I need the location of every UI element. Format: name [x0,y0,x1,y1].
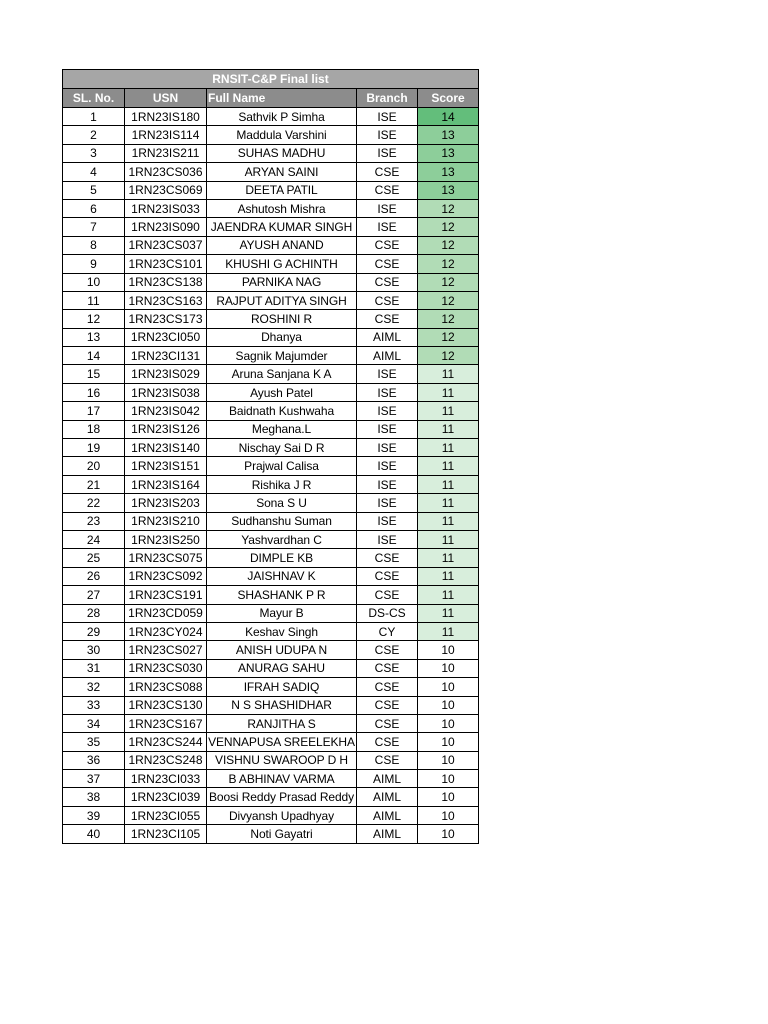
cell-usn: 1RN23IS029 [125,365,207,383]
table-row [63,347,479,365]
cell-usn: 1RN23IS203 [125,494,207,512]
cell-full-name: ANISH UDUPA N [207,641,357,659]
cell-full-name: KHUSHI G ACHINTH [207,255,357,273]
cell-usn: 1RN23CI055 [125,806,207,824]
cell-score: 11 [418,512,479,530]
cell-sl-no: 10 [63,273,125,291]
cell-branch: ISE [357,494,418,512]
col-header-branch: Branch [357,89,418,108]
cell-usn: 1RN23CS036 [125,163,207,181]
cell-score: 11 [418,494,479,512]
cell-branch: CSE [357,310,418,328]
cell-branch: CSE [357,751,418,769]
cell-score: 14 [418,108,479,126]
cell-branch: ISE [357,439,418,457]
cell-sl-no: 28 [63,604,125,622]
cell-sl-no: 5 [63,181,125,199]
cell-full-name: Boosi Reddy Prasad Reddy [207,788,357,806]
cell-full-name: N S SHASHIDHAR [207,696,357,714]
cell-usn: 1RN23CS088 [125,678,207,696]
col-header-full-name: Full Name [207,89,357,108]
cell-full-name: Rishika J R [207,475,357,493]
cell-score: 11 [418,457,479,475]
cell-branch: CSE [357,733,418,751]
cell-full-name: Nischay Sai D R [207,439,357,457]
table-row [63,806,479,824]
cell-branch: CY [357,622,418,640]
table-row [63,751,479,769]
cell-sl-no: 22 [63,494,125,512]
cell-usn: 1RN23CY024 [125,622,207,640]
cell-usn: 1RN23IS211 [125,144,207,162]
cell-usn: 1RN23IS033 [125,199,207,217]
cell-branch: ISE [357,475,418,493]
cell-full-name: Mayur B [207,604,357,622]
cell-usn: 1RN23IS114 [125,126,207,144]
table-row [63,788,479,806]
cell-usn: 1RN23CS030 [125,659,207,677]
cell-sl-no: 26 [63,567,125,585]
table-row [63,586,479,604]
cell-usn: 1RN23CI050 [125,328,207,346]
cell-branch: ISE [357,420,418,438]
cell-full-name: JAENDRA KUMAR SINGH [207,218,357,236]
cell-score: 10 [418,770,479,788]
cell-full-name: Sathvik P Simha [207,108,357,126]
cell-branch: ISE [357,365,418,383]
cell-full-name: ROSHINI R [207,310,357,328]
cell-score: 11 [418,420,479,438]
cell-branch: CSE [357,291,418,309]
table-row [63,218,479,236]
cell-sl-no: 7 [63,218,125,236]
col-header-score: Score [418,89,479,108]
cell-sl-no: 31 [63,659,125,677]
cell-usn: 1RN23CS163 [125,291,207,309]
cell-full-name: Sudhanshu Suman [207,512,357,530]
cell-full-name: DIMPLE KB [207,549,357,567]
cell-sl-no: 32 [63,678,125,696]
cell-branch: ISE [357,108,418,126]
cell-usn: 1RN23IS140 [125,439,207,457]
table-row [63,310,479,328]
cell-branch: CSE [357,255,418,273]
cell-sl-no: 23 [63,512,125,530]
table-row [63,236,479,254]
cell-usn: 1RN23CS173 [125,310,207,328]
cell-sl-no: 11 [63,291,125,309]
cell-score: 10 [418,678,479,696]
cell-full-name: JAISHNAV K [207,567,357,585]
cell-branch: AIML [357,347,418,365]
table-row [63,733,479,751]
cell-score: 10 [418,696,479,714]
table-row [63,383,479,401]
cell-branch: ISE [357,126,418,144]
table-row [63,714,479,732]
table-row [63,108,479,126]
cell-full-name: Baidnath Kushwaha [207,402,357,420]
cell-usn: 1RN23CS075 [125,549,207,567]
cell-sl-no: 25 [63,549,125,567]
cell-branch: ISE [357,383,418,401]
cell-full-name: Prajwal Calisa [207,457,357,475]
cell-full-name: VENNAPUSA SREELEKHA [207,733,357,751]
title-row [63,70,479,89]
cell-sl-no: 33 [63,696,125,714]
cell-full-name: Sagnik Majumder [207,347,357,365]
cell-score: 12 [418,310,479,328]
table-row [63,678,479,696]
cell-usn: 1RN23CS069 [125,181,207,199]
col-header-sl-no: SL. No. [63,89,125,108]
table-row [63,273,479,291]
cell-sl-no: 30 [63,641,125,659]
table-row [63,199,479,217]
table-row [63,512,479,530]
cell-score: 11 [418,622,479,640]
final-list-table [62,69,479,844]
cell-usn: 1RN23CS037 [125,236,207,254]
cell-branch: CSE [357,273,418,291]
table-row [63,659,479,677]
cell-full-name: Yashvardhan C [207,530,357,548]
cell-full-name: RANJITHA S [207,714,357,732]
cell-sl-no: 8 [63,236,125,254]
cell-score: 10 [418,751,479,769]
cell-score: 10 [418,825,479,843]
cell-score: 11 [418,365,479,383]
cell-sl-no: 2 [63,126,125,144]
header-row [63,89,479,108]
table-row [63,144,479,162]
cell-sl-no: 3 [63,144,125,162]
cell-full-name: Aruna Sanjana K A [207,365,357,383]
cell-score: 12 [418,291,479,309]
cell-branch: AIML [357,788,418,806]
cell-full-name: AYUSH ANAND [207,236,357,254]
cell-branch: CSE [357,696,418,714]
table-row [63,439,479,457]
cell-usn: 1RN23CS027 [125,641,207,659]
table-row [63,825,479,843]
cell-usn: 1RN23IS250 [125,530,207,548]
cell-score: 11 [418,567,479,585]
cell-score: 11 [418,402,479,420]
cell-usn: 1RN23CS167 [125,714,207,732]
table-row [63,420,479,438]
table-row [63,255,479,273]
cell-branch: CSE [357,586,418,604]
cell-sl-no: 18 [63,420,125,438]
cell-score: 10 [418,659,479,677]
cell-full-name: Divyansh Upadhyay [207,806,357,824]
cell-branch: ISE [357,144,418,162]
cell-branch: CSE [357,236,418,254]
cell-branch: ISE [357,512,418,530]
cell-full-name: PARNIKA NAG [207,273,357,291]
cell-full-name: B ABHINAV VARMA [207,770,357,788]
cell-branch: CSE [357,659,418,677]
cell-branch: AIML [357,328,418,346]
cell-full-name: RAJPUT ADITYA SINGH [207,291,357,309]
cell-score: 12 [418,347,479,365]
cell-usn: 1RN23IS180 [125,108,207,126]
cell-score: 10 [418,806,479,824]
cell-score: 13 [418,163,479,181]
table-row [63,622,479,640]
cell-sl-no: 21 [63,475,125,493]
table-row [63,567,479,585]
cell-sl-no: 19 [63,439,125,457]
cell-full-name: Ashutosh Mishra [207,199,357,217]
cell-usn: 1RN23CS101 [125,255,207,273]
cell-branch: CSE [357,641,418,659]
table-row [63,604,479,622]
cell-usn: 1RN23IS042 [125,402,207,420]
cell-score: 11 [418,604,479,622]
cell-branch: ISE [357,530,418,548]
cell-score: 12 [418,255,479,273]
cell-sl-no: 27 [63,586,125,604]
cell-score: 11 [418,586,479,604]
cell-branch: AIML [357,770,418,788]
cell-sl-no: 4 [63,163,125,181]
cell-full-name: Keshav Singh [207,622,357,640]
table-row [63,549,479,567]
cell-usn: 1RN23IS126 [125,420,207,438]
cell-usn: 1RN23CS092 [125,567,207,585]
cell-sl-no: 39 [63,806,125,824]
table-row [63,641,479,659]
table-row [63,181,479,199]
cell-full-name: Maddula Varshini [207,126,357,144]
cell-score: 10 [418,733,479,751]
cell-usn: 1RN23IS151 [125,457,207,475]
table-row [63,291,479,309]
cell-score: 12 [418,199,479,217]
cell-sl-no: 38 [63,788,125,806]
cell-score: 13 [418,144,479,162]
cell-full-name: IFRAH SADIQ [207,678,357,696]
cell-sl-no: 37 [63,770,125,788]
cell-full-name: Noti Gayatri [207,825,357,843]
cell-sl-no: 24 [63,530,125,548]
cell-sl-no: 29 [63,622,125,640]
cell-full-name: ARYAN SAINI [207,163,357,181]
cell-branch: ISE [357,457,418,475]
cell-score: 10 [418,641,479,659]
cell-sl-no: 14 [63,347,125,365]
cell-usn: 1RN23CS244 [125,733,207,751]
cell-score: 13 [418,126,479,144]
table-row [63,126,479,144]
cell-score: 12 [418,273,479,291]
cell-usn: 1RN23CS130 [125,696,207,714]
cell-sl-no: 13 [63,328,125,346]
cell-sl-no: 34 [63,714,125,732]
table-row [63,457,479,475]
cell-score: 11 [418,549,479,567]
cell-sl-no: 40 [63,825,125,843]
cell-branch: CSE [357,163,418,181]
cell-full-name: ANURAG SAHU [207,659,357,677]
cell-full-name: Ayush Patel [207,383,357,401]
cell-score: 11 [418,475,479,493]
cell-full-name: SUHAS MADHU [207,144,357,162]
col-header-usn: USN [125,89,207,108]
cell-branch: ISE [357,199,418,217]
cell-score: 13 [418,181,479,199]
cell-score: 11 [418,439,479,457]
cell-full-name: Sona S U [207,494,357,512]
cell-branch: CSE [357,181,418,199]
cell-usn: 1RN23CI039 [125,788,207,806]
table-row [63,163,479,181]
cell-sl-no: 35 [63,733,125,751]
cell-full-name: Meghana.L [207,420,357,438]
cell-sl-no: 17 [63,402,125,420]
cell-score: 10 [418,714,479,732]
cell-usn: 1RN23CI131 [125,347,207,365]
table-title: RNSIT-C&P Final list [63,70,479,89]
cell-branch: CSE [357,549,418,567]
cell-sl-no: 16 [63,383,125,401]
table-row [63,475,479,493]
cell-score: 11 [418,383,479,401]
cell-score: 12 [418,236,479,254]
cell-branch: CSE [357,714,418,732]
table-row [63,770,479,788]
table-row [63,696,479,714]
cell-usn: 1RN23IS164 [125,475,207,493]
cell-usn: 1RN23CS191 [125,586,207,604]
cell-full-name: Dhanya [207,328,357,346]
cell-branch: DS-CS [357,604,418,622]
cell-usn: 1RN23CS138 [125,273,207,291]
cell-usn: 1RN23CS248 [125,751,207,769]
cell-sl-no: 9 [63,255,125,273]
cell-branch: ISE [357,402,418,420]
cell-sl-no: 20 [63,457,125,475]
table-row [63,402,479,420]
cell-usn: 1RN23IS210 [125,512,207,530]
cell-score: 12 [418,328,479,346]
cell-full-name: SHASHANK P R [207,586,357,604]
cell-branch: AIML [357,825,418,843]
cell-usn: 1RN23IS038 [125,383,207,401]
table-row [63,530,479,548]
cell-full-name: VISHNU SWAROOP D H [207,751,357,769]
cell-sl-no: 12 [63,310,125,328]
cell-branch: AIML [357,806,418,824]
table-row [63,494,479,512]
cell-score: 11 [418,530,479,548]
table-row [63,328,479,346]
cell-branch: CSE [357,567,418,585]
table-body [63,108,479,844]
cell-sl-no: 6 [63,199,125,217]
cell-usn: 1RN23CD059 [125,604,207,622]
cell-usn: 1RN23IS090 [125,218,207,236]
cell-score: 12 [418,218,479,236]
cell-score: 10 [418,788,479,806]
cell-sl-no: 15 [63,365,125,383]
table-row [63,365,479,383]
cell-branch: CSE [357,678,418,696]
cell-branch: ISE [357,218,418,236]
cell-usn: 1RN23CI033 [125,770,207,788]
cell-full-name: DEETA PATIL [207,181,357,199]
cell-sl-no: 36 [63,751,125,769]
cell-usn: 1RN23CI105 [125,825,207,843]
cell-sl-no: 1 [63,108,125,126]
